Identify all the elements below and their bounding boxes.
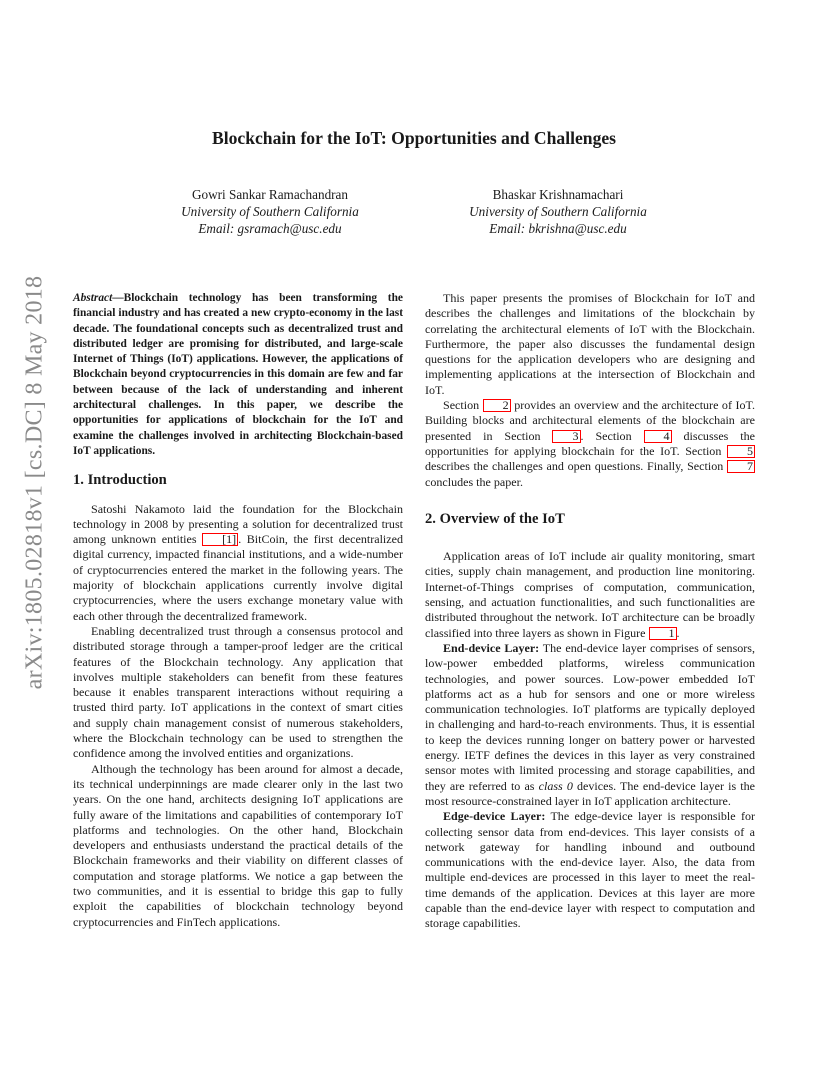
section-link-4[interactable]: 4 — [644, 430, 672, 443]
author-email: Email: bkrishna@usc.edu — [489, 221, 627, 236]
section-heading-overview: 2. Overview of the IoT — [425, 510, 565, 527]
end-device-text: The end-device layer comprises of sensors, low-power embedded platforms, wireless communication technologies, and power sources. Low-power embedded IoT platforms act as a hub for sensors and one or more wireless communication technologies. IoT platforms are typically deployed in challenging and hard-to-reach environments. Thus, it is essential to keep the devices running longer on battery power or harvested energy. IETF defines the devices in this layer as very constrained sensor motes with limited processing and storage capabilities, and they are referred to as — [425, 640, 755, 793]
overview-p1-text: Application areas of IoT include air quality monitoring, smart cities, supply chain management, and production line monitoring. Internet-of-Things comprises of computation, communication, sensing, and actuation functionalities, and such functionalities are distributed throughout the network. IoT architecture can be broadly classified into three layers as shown in Figure — [425, 549, 755, 640]
author-block-1 — [140, 186, 400, 237]
intro-paragraph-3: Although the technology has been around for almost a decade, its technical underpinnings are made clearer only in the last two years. On the one hand, architects designing IoT applications are fully aware of the limitations and capabilities of contemporary IoT platforms and technologies. On the other hand, Blockchain developers and enthusiasts understand the practical details of the Blockchain frameworks and their viability on different classes of computation and storage platforms. We notice a gap between the two communities, and it is essential to bridge this gap to fully exploit the capabilities of blockchain technology beyond cryptocurrencies and FinTech applications. — [73, 761, 403, 929]
abstract — [73, 291, 403, 459]
p5-text: describes the challenges and open questions. Finally, Section — [425, 459, 727, 474]
author-affiliation: University of Southern California — [181, 204, 359, 219]
p5-text: Section — [443, 398, 483, 413]
section-link-2[interactable]: 2 — [483, 399, 511, 412]
intro-paragraph-5 — [425, 398, 755, 490]
p5-text: discusses the opportunities for applying blockchain for the IoT. Section — [425, 428, 756, 458]
author-name: Gowri Sankar Ramachandran — [192, 187, 348, 202]
figure-link-1[interactable]: 1 — [649, 627, 677, 640]
intro-paragraph-1 — [73, 502, 403, 624]
abstract-label: Abstract — [73, 292, 113, 304]
section-link-3[interactable]: 3 — [552, 430, 580, 443]
author-email: Email: gsramach@usc.edu — [198, 221, 342, 236]
edge-device-paragraph — [425, 809, 755, 931]
overview-p1-text: . — [676, 625, 680, 640]
left-column — [73, 291, 403, 930]
overview-paragraph-1 — [425, 549, 755, 641]
author-block-2 — [428, 186, 688, 237]
section-heading-introduction: 1. Introduction — [73, 472, 167, 489]
class-0-term: class 0 — [538, 778, 573, 793]
author-affiliation: University of Southern California — [469, 204, 647, 219]
end-device-label: End-device Layer: — [443, 640, 540, 655]
intro-paragraph-2: Enabling decentralized trust through a consensus protocol and distributed storage through a tamper-proof ledger are the critical features of the Blockchain technology. Any application that involves multiple stakeholders can benefit from these features because it enables transparent interactions without requiring a trusted third party. IoT applications in the context of smart cities and supply chain management consist of numerous stakeholders, where the Blockchain technology can be used to strengthen the confidence among the involved entities and organizations. — [73, 623, 403, 761]
section-link-5[interactable]: 5 — [727, 445, 755, 458]
intro-p1-text-b: . BitCoin, the first decentralized digital currency, impacted financial institutions, and a wide-number of cryptocurrencies entered the market in the following years. The majority of blockchain applications currently involve digital cryptocurrencies, where the users exchange monetary value with each other through the decentralized framework. — [73, 532, 403, 623]
right-column — [425, 291, 755, 932]
edge-device-label: Edge-device Layer: — [443, 809, 546, 824]
abstract-text: —Blockchain technology has been transforming the financial industry and has created a new crypto-economy in the last decade. The foundational concepts such as decentralized trust and distributed ledger are promising for distributed, and large-scale Internet of Things (IoT) applications. However, the applications of Blockchain beyond cryptocurrencies in this domain are few and far between because of the lack of understanding and inherent architectural challenges. In this paper, we describe the opportunities for applications of blockchain for the IoT and examine the challenges involved in architecting Blockchain-based IoT applications. — [73, 292, 403, 457]
intro-paragraph-4: This paper presents the promises of Blockchain for IoT and describes the challenges and limitations of the blockchain by correlating the architectural elements of IoT with the Blockchain. Furthermore, the paper also discusses the fundamental design questions for the application developers who are designing and implementing applications at the intersection of Blockchain and IoT. — [425, 291, 755, 397]
arxiv-identifier — [18, 275, 52, 690]
paper-title: Blockchain for the IoT: Opportunities and Challenges — [211, 128, 617, 148]
author-name: Bhaskar Krishnamachari — [492, 187, 624, 202]
end-device-paragraph — [425, 641, 755, 809]
p5-text: . Section — [580, 428, 644, 443]
arxiv-identifier-text: arXiv:1805.02818v1 [cs.DC] 8 May 2018 — [21, 275, 48, 690]
section-link-7[interactable]: 7 — [727, 460, 755, 473]
end-device-text: devices. The end-device layer is the most resource-constrained layer in IoT application architecture. — [425, 778, 755, 808]
p5-text: provides an overview and the architecture of IoT. Building blocks and architectural elements of the blockchain are presented in Section — [425, 398, 755, 443]
citation-link[interactable]: [1] — [202, 533, 238, 546]
edge-device-text: The edge-device layer is responsible for collecting sensor data from end-devices. This layer consists of a network gateway for handling inbound and outbound communications with the end-device layer. Also, the data from multiple end-devices are processed in this layer to meet the real-time demands of the application. Devices at this layer are more capable than the end-device layer with respect to computation and storage capabilities. — [425, 809, 755, 931]
p5-text: concludes the paper. — [425, 474, 524, 489]
intro-p1-text-a: Satoshi Nakamoto laid the foundation for the Blockchain technology in 2008 by presenting a solution for decentralized trust among unknown entities — [73, 501, 403, 547]
